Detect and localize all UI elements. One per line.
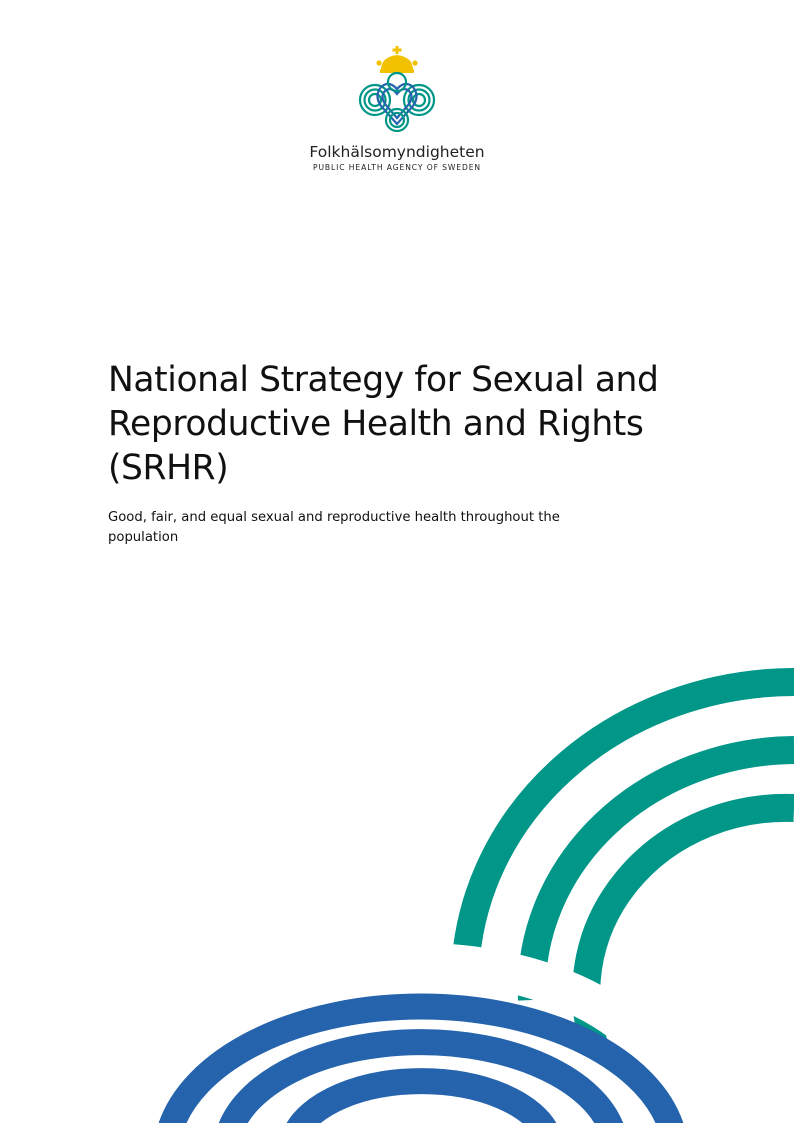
agency-subtitle: PUBLIC HEALTH AGENCY OF SWEDEN bbox=[312, 163, 482, 172]
document-title: National Strategy for Sexual and Reproductive Health and Rights (SRHR) bbox=[108, 360, 659, 488]
blue-arc-inner bbox=[295, 1081, 548, 1123]
teal-arc-outer bbox=[465, 682, 794, 980]
agency-name: Folkhälsomyndigheten bbox=[309, 143, 485, 161]
teal-arc-middle bbox=[532, 750, 794, 1000]
document-subtitle: Good, fair, and equal sexual and reproductive health throughout the population bbox=[108, 510, 560, 545]
